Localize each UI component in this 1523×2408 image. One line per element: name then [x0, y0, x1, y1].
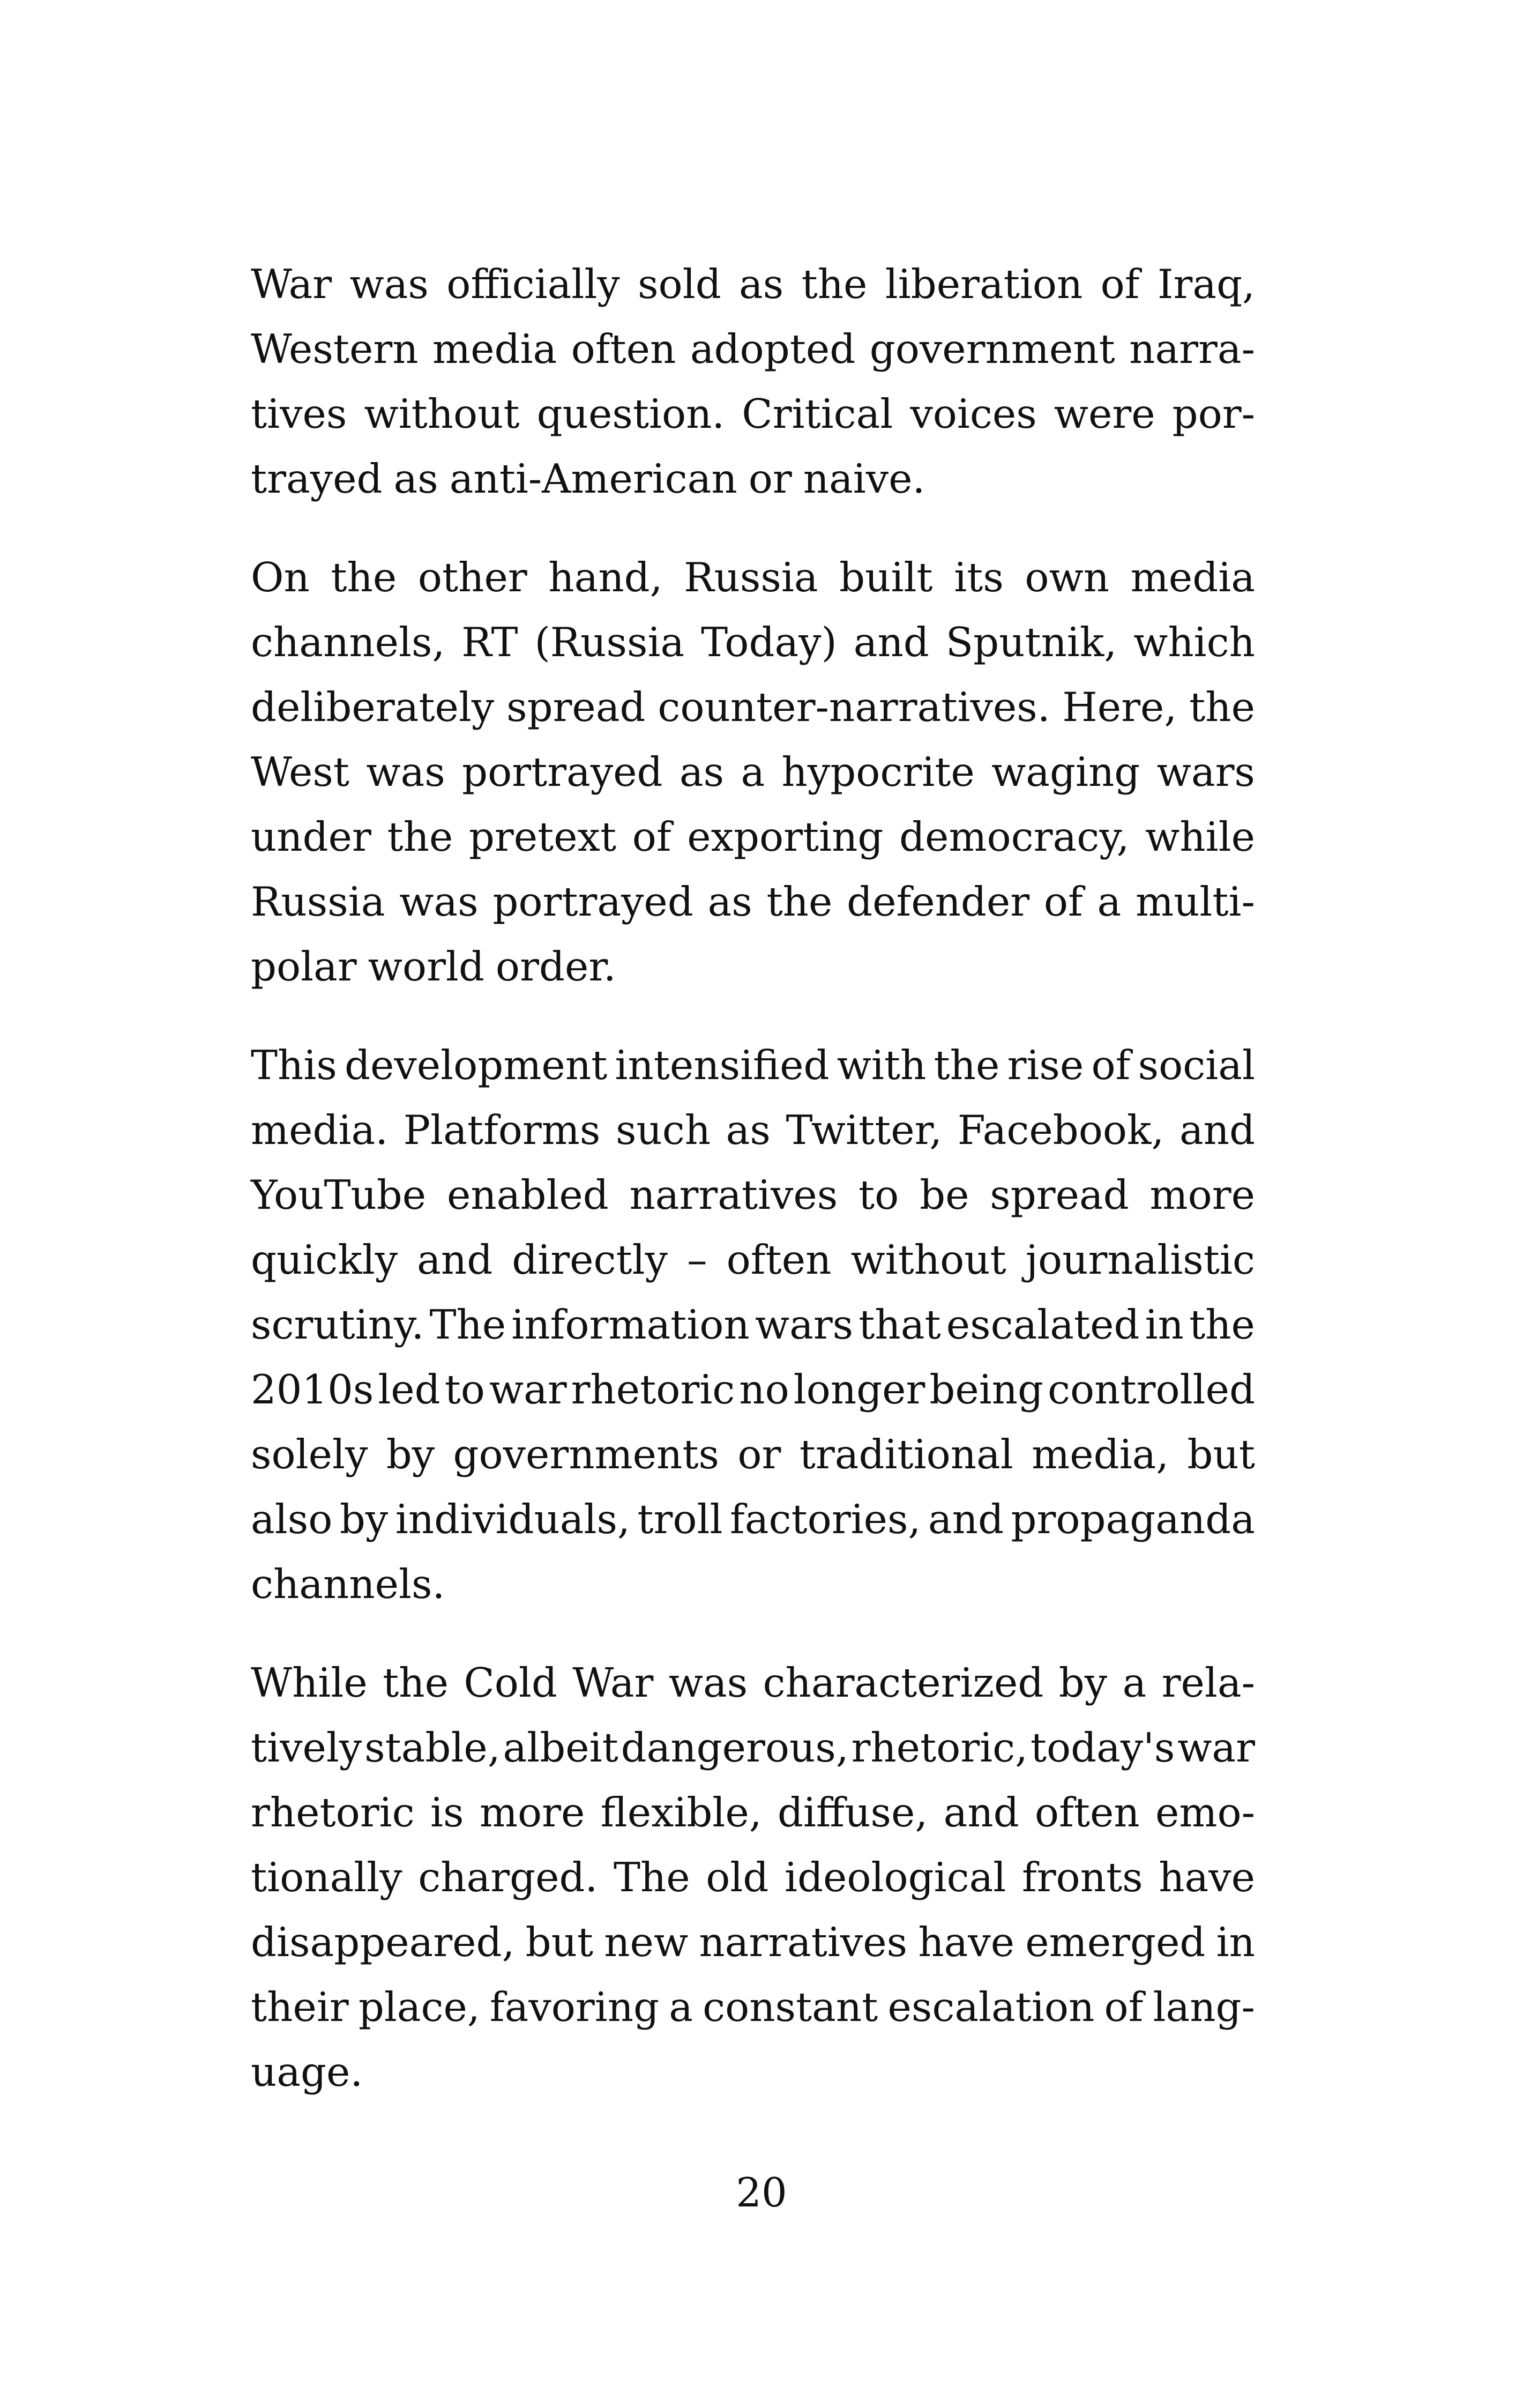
text-line: tively stable, albeit dangerous, rhetoric, today's war: [251, 1724, 1255, 1771]
text-line: This development intensified with the rise of social: [251, 1042, 1255, 1089]
text-line: channels, RT (Russia Today) and Sputnik, which: [251, 619, 1255, 666]
text-line: tives without question. Critical voices were por-: [251, 390, 1255, 437]
text-line: deliberately spread counter-narratives. Here, the: [251, 683, 1255, 731]
text-line: West was portrayed as a hypocrite waging wars: [251, 748, 1255, 796]
text-line: While the Cold War was characterized by a rela-: [251, 1659, 1255, 1706]
paragraph: [251, 545, 1255, 999]
text-line: quickly and directly – often without journalistic: [251, 1236, 1255, 1283]
text-line: channels.: [251, 1560, 445, 1608]
text-line: disappeared, but new narratives have emerged in: [251, 1919, 1255, 1966]
text-line: media. Platforms such as Twitter, Facebook, and: [251, 1106, 1255, 1154]
text-line: On the other hand, Russia built its own media: [251, 554, 1255, 601]
paragraph: [251, 1651, 1255, 2105]
text-line: polar world order.: [251, 943, 616, 990]
body-text: [251, 252, 1255, 2138]
text-line: tionally charged. The old ideological fronts have: [251, 1854, 1255, 1901]
text-line: rhetoric is more flexible, diffuse, and often emo-: [251, 1789, 1255, 1836]
text-line: Russia was portrayed as the defender of a multi-: [251, 878, 1255, 925]
text-line: War was officially sold as the liberation of Iraq,: [251, 261, 1255, 308]
text-line: trayed as anti-American or naive.: [251, 455, 925, 502]
text-line: solely by governments or traditional media, but: [251, 1431, 1255, 1478]
paragraph: [251, 252, 1255, 511]
text-line: under the pretext of exporting democracy, while: [251, 813, 1255, 860]
text-line: uage.: [251, 2048, 363, 2095]
text-line: Western media often adopted government narra-: [251, 325, 1255, 373]
text-line: their place, favoring a constant escalation of lang-: [251, 1983, 1255, 2031]
text-line: YouTube enabled narratives to be spread more: [251, 1171, 1255, 1218]
text-line: scrutiny. The information wars that escalated in the: [251, 1301, 1255, 1348]
page-number: 20: [736, 2169, 787, 2216]
text-line: 2010s led to war rhetoric no longer being controlled: [251, 1366, 1255, 1413]
paragraph: [251, 1033, 1255, 1617]
text-line: also by individuals, troll factories, and propaganda: [251, 1496, 1255, 1543]
